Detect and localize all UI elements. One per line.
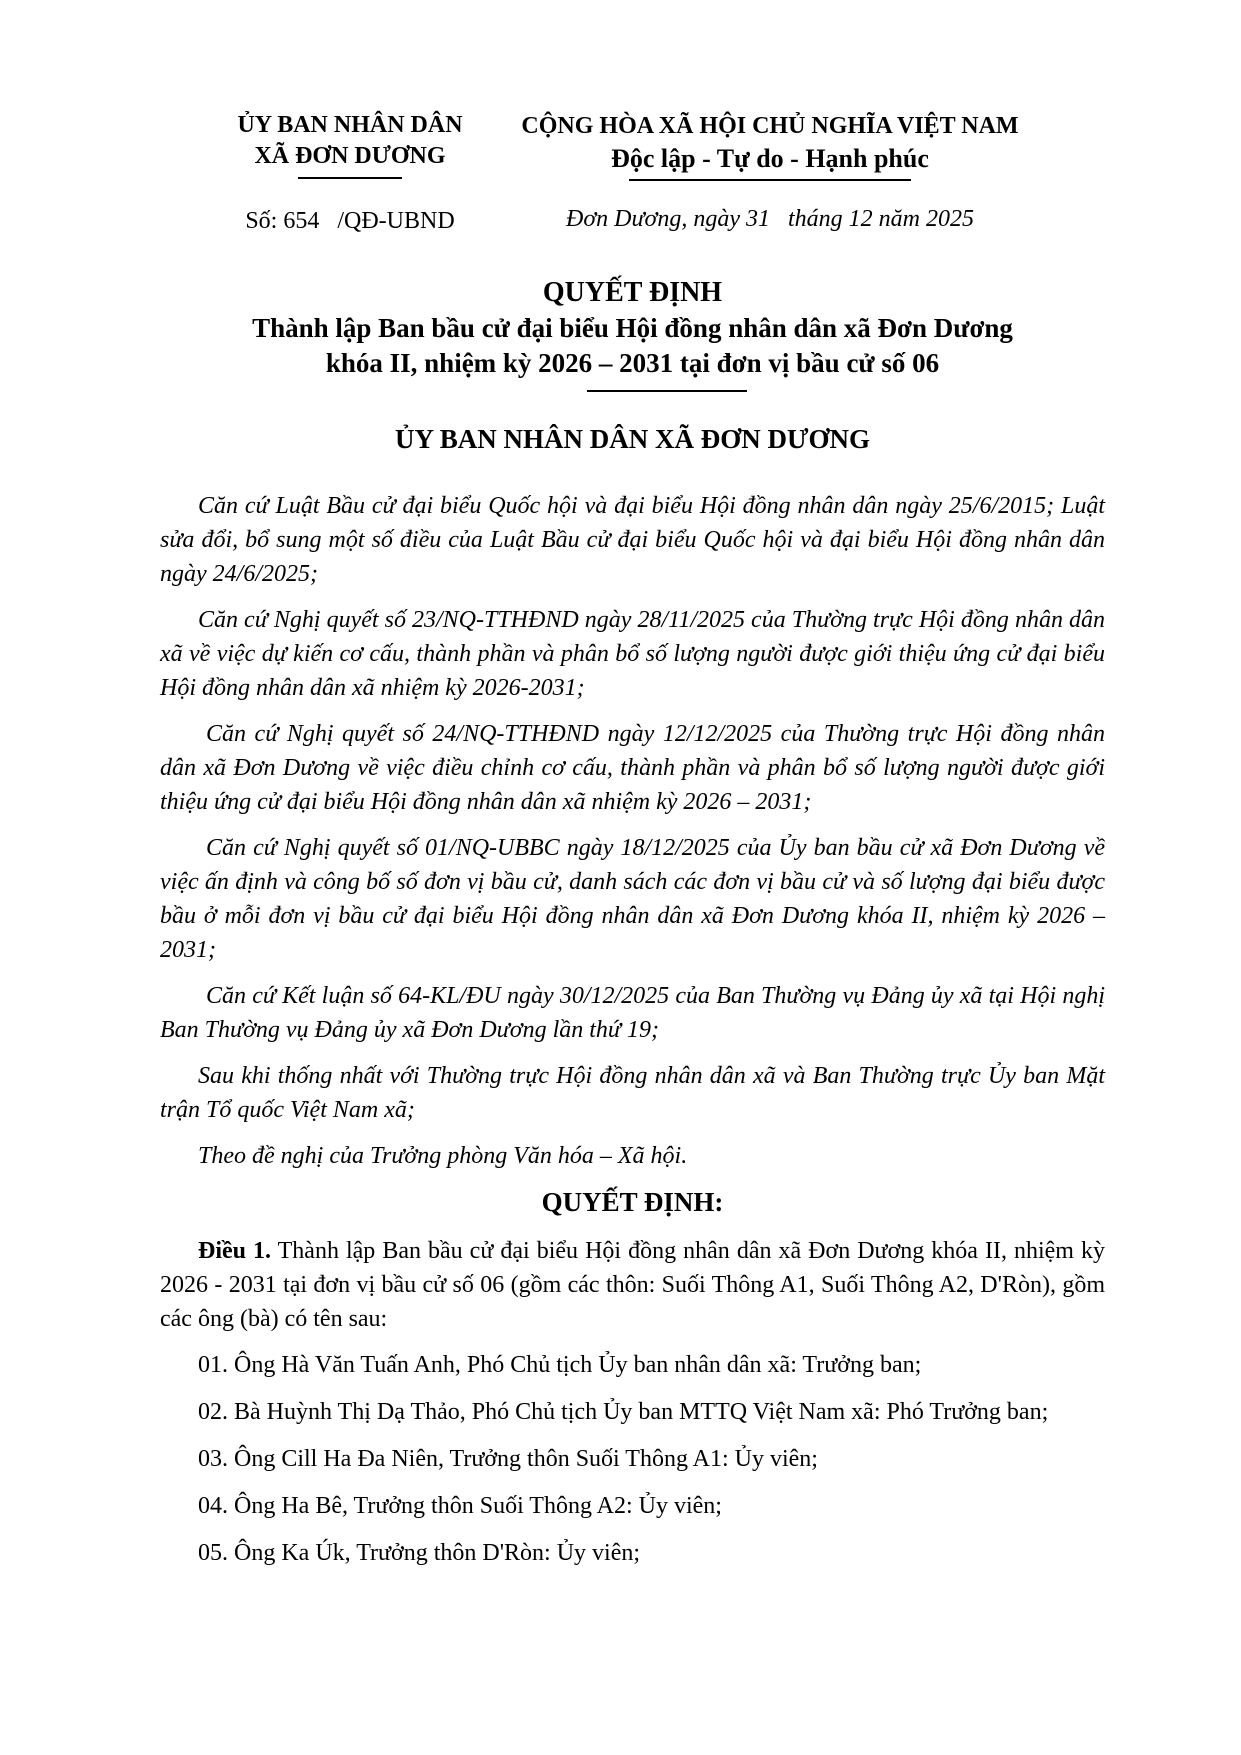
decision-subtitle-2: khóa II, nhiệm kỳ 2026 – 2031 tại đơn vị bầu cử số 06	[325, 348, 940, 378]
article-1-paragraph	[160, 1234, 1105, 1336]
member-item: 05. Ông Ka Úk, Trưởng thôn D'Ròn: Ủy viên;	[198, 1540, 641, 1566]
issuing-authority-heading: ỦY BAN NHÂN DÂN XÃ ĐƠN DƯƠNG	[395, 424, 870, 454]
decision-title: QUYẾT ĐỊNH	[542, 277, 723, 308]
member-item: 03. Ông Cill Ha Đa Niên, Trưởng thôn Suối Thông A1: Ủy viên;	[198, 1446, 818, 1472]
recital-paragraph: Sau khi thống nhất với Thường trực Hội đồng nhân dân xã và Ban Thường trực Ủy ban Mặt trận Tổ quốc Việt Nam xã;	[160, 1063, 1105, 1123]
title-divider	[587, 390, 747, 392]
decision-command-heading: QUYẾT ĐỊNH:	[541, 1187, 724, 1217]
document-header	[160, 110, 1105, 260]
article-1-text: Thành lập Ban bầu cử đại biểu Hội đồng nhân dân xã Đơn Dương khóa II, nhiệm kỳ 2026 - 2031 tại đơn vị bầu cử số 06 (gồm các thôn: Suối Thông A1, Suối Thông A2, D'Ròn), gồm các ông (bà) có tên sau:	[160, 1238, 1105, 1332]
recital-paragraph: Căn cứ Kết luận số 64-KL/ĐU ngày 30/12/2025 của Ban Thường vụ Đảng ủy xã tại Hội nghị Ban Thường vụ Đảng ủy xã Đơn Dương lần thứ 19;	[160, 983, 1105, 1043]
recital-paragraph: Căn cứ Luật Bầu cử đại biểu Quốc hội và đại biểu Hội đồng nhân dân ngày 25/6/2015; Luật sửa đổi, bổ sung một số điều của Luật Bầu cử đại biểu Quốc hội và đại biểu Hội đồng nhân dân ngày 24/6/2025;	[160, 493, 1105, 587]
document-number: Số: 654 /QĐ-UBND	[245, 208, 455, 234]
member-item: 04. Ông Ha Bê, Trưởng thôn Suối Thông A2: Ủy viên;	[198, 1493, 722, 1519]
national-header-block	[470, 110, 1070, 234]
article-1-label: Điều 1.	[198, 1238, 272, 1264]
recital-paragraph: Căn cứ Nghị quyết số 24/NQ-TTHĐND ngày 12/12/2025 của Thường trực Hội đồng nhân dân xã Đơn Dương về việc điều chỉnh cơ cấu, thành phần và phân bổ số lượng người được giới thiệu ứng cử đại biểu Hội đồng nhân dân xã nhiệm kỳ 2026 – 2031;	[160, 721, 1105, 815]
member-item: 02. Bà Huỳnh Thị Dạ Thảo, Phó Chủ tịch Ủy ban MTTQ Việt Nam xã: Phó Trưởng ban;	[198, 1399, 1049, 1425]
member-list	[160, 1348, 1105, 1570]
recital-paragraph: Căn cứ Nghị quyết số 01/NQ-UBBC ngày 18/12/2025 của Ủy ban bầu cử xã Đơn Dương về việc ấn định và công bố số đơn vị bầu cử, danh sách các đơn vị bầu cử và số lượng đại biểu được bầu ở mỗi đơn vị bầu cử đại biểu Hội đồng nhân dân xã Đơn Dương khóa II, nhiệm kỳ 2026 – 2031;	[160, 835, 1105, 963]
place-dateline: Đơn Dương, ngày 31 tháng 12 năm 2025	[565, 206, 975, 232]
recital-paragraph: Theo đề nghị của Trưởng phòng Văn hóa – Xã hội.	[198, 1143, 688, 1169]
member-item: 01. Ông Hà Văn Tuấn Anh, Phó Chủ tịch Ủy ban nhân dân xã: Trưởng ban;	[198, 1352, 922, 1378]
issuer-line-1: ỦY BAN NHÂN DÂN	[237, 112, 463, 138]
recitals-section	[160, 489, 1105, 1173]
issuer-divider	[298, 177, 402, 179]
recital-paragraph: Căn cứ Nghị quyết số 23/NQ-TTHĐND ngày 28/11/2025 của Thường trực Hội đồng nhân dân xã về việc dự kiến cơ cấu, thành phần và phân bổ số lượng người được giới thiệu ứng cử đại biểu Hội đồng nhân dân xã nhiệm kỳ 2026-2031;	[160, 607, 1105, 701]
decision-subtitle-1: Thành lập Ban bầu cử đại biểu Hội đồng nhân dân xã Đơn Dương	[252, 313, 1013, 343]
decision-title-block	[160, 274, 1105, 392]
issuer-line-2: XÃ ĐƠN DƯƠNG	[254, 143, 446, 169]
national-motto: Độc lập - Tự do - Hạnh phúc	[611, 144, 929, 173]
motto-divider	[629, 179, 911, 181]
national-title: CỘNG HÒA XÃ HỘI CHỦ NGHĨA VIỆT NAM	[521, 113, 1019, 139]
